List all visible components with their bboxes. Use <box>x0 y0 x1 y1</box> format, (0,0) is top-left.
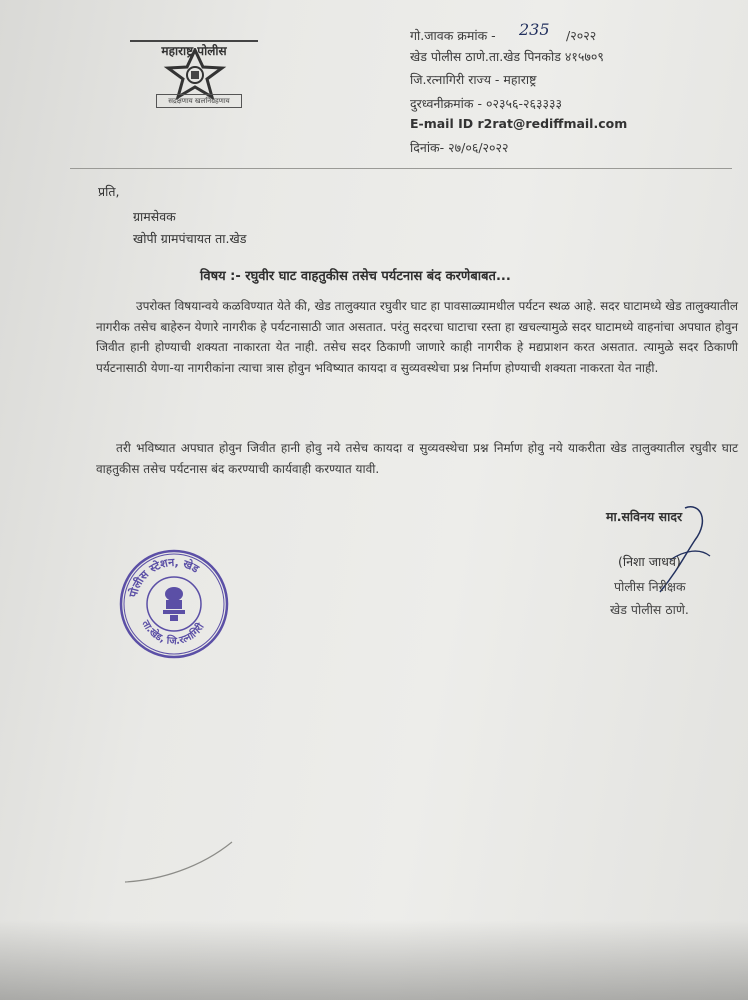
seal-text-bottom: ता.खेड, जि.रत्नागिरी <box>139 618 207 648</box>
signatory-designation: पोलीस निरीक्षक <box>614 579 686 594</box>
logo-motto: सद्रक्षणाय खलनिग्रहणाय <box>156 94 242 108</box>
subject-line: विषय :- रघुवीर घाट वाहतुकीस तसेच पर्यटनास बंद करणेबाबत... <box>200 269 511 284</box>
star-emblem-icon <box>162 48 228 100</box>
national-emblem-icon <box>163 587 185 621</box>
email-address: r2rat@rediffmail.com <box>477 116 628 131</box>
outward-label: गो.जावक क्रमांक - <box>410 28 496 43</box>
page-bottom-shadow <box>0 920 748 1000</box>
station-address: खेड पोलीस ठाणे.ता.खेड पिनकोड ४१५७०९ <box>410 49 604 64</box>
district-line: जि.रत्नागिरी राज्य - महाराष्ट्र <box>410 72 537 87</box>
header-divider <box>70 168 732 169</box>
outward-year: /२०२२ <box>566 28 597 43</box>
signatory-name: (निशा जाधव) <box>618 554 681 569</box>
recipient-line1: ग्रामसेवक <box>133 209 176 224</box>
logo-title: महाराष्ट्र पोलीस <box>130 40 258 60</box>
closing-line: मा.सविनय सादर <box>606 509 683 524</box>
police-station-seal <box>118 548 230 660</box>
letter-date: दिनांक- २७/०६/२०२२ <box>410 140 509 155</box>
seal-text-top: पोलीस स्टेशन, खेड <box>126 555 202 599</box>
recipient-to: प्रति, <box>98 184 120 199</box>
police-logo <box>126 34 264 114</box>
pencil-mark <box>120 838 240 888</box>
body-paragraph-1: उपरोक्त विषयान्वये कळविण्यात येते की, खेड तालुक्यात रघुवीर घाट हा पावसाळ्यामधील पर्यटन स्थळ आहे. सदर घाटामध्ये खेड तालुक्यातील नागरीक तसेच बाहेरुन येणारे नागरीक हे पर्यटनासाठी जात असतात. परंतु सदरचा घाटाचा रस्ता हा खचल्यामुळे सदर घाटामध्ये वाहनांचा अपघात होवुन जिवीत हानी होण्याची शक्यता नाकारता येत नाही. तसेच सदर ठिकाणी जाणारे काही नागरीक हे मद्यप्राशन करत असतात. त्यामुळे सदर ठिकाणी पर्यटनासाठी येणा-या नागरीकांना त्याचा त्रास होवुन भविष्यात कायदा व सुव्यवस्थेचा प्रश्न निर्माण होण्याची शक्यता नाकरता येत नाही. <box>96 299 738 375</box>
outward-number: 235 <box>519 20 550 39</box>
phone-line: दुरध्वनीक्रमांक - ०२३५६-२६३३३३ <box>410 96 562 111</box>
email-label: E-mail ID <box>410 116 474 131</box>
signatory-office: खेड पोलीस ठाणे. <box>610 602 689 617</box>
body-paragraph-2: तरी भविष्यात अपघात होवुन जिवीत हानी होवु नये तसेच कायदा व सुव्यवस्थेचा प्रश्न निर्माण होवु नये याकरीता खेड तालुक्यातील रघुवीर घाट वाहतुकीस तसेच पर्यटनास बंद करण्याची कार्यवाही करण्यात यावी. <box>96 441 738 476</box>
recipient-line2: खोपी ग्रामपंचायत ता.खेड <box>133 231 247 246</box>
email-line <box>410 116 627 131</box>
